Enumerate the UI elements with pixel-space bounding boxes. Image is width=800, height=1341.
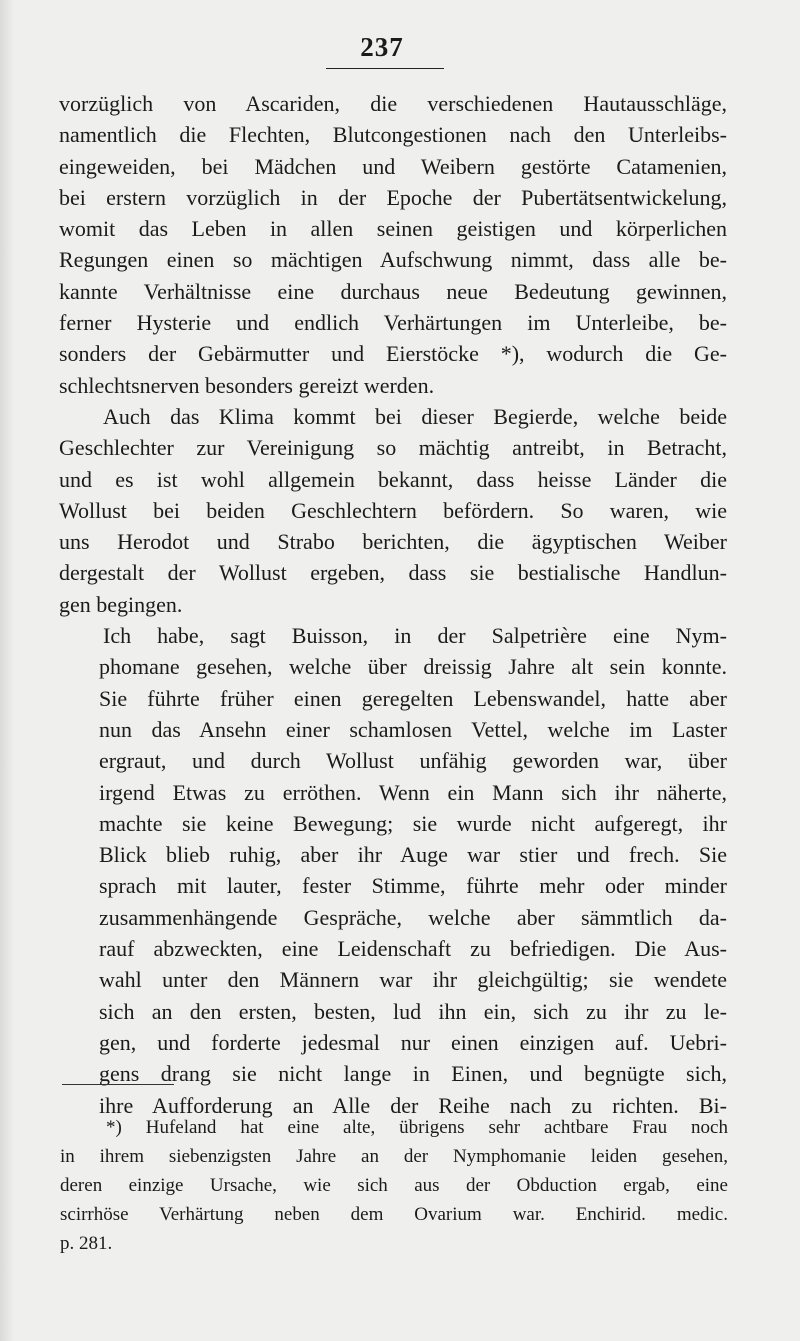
quote-line: nun das Ansehn einer schamlosen Vettel, welche im Laster [99,716,727,742]
quote-line: Blick blieb ruhig, aber ihr Auge war stier und frech. Sie [99,842,727,868]
footnote-line: in ihrem siebenzigsten Jahre an der Nymphomanie leiden gesehen, [60,1146,728,1167]
quote-line: gens drang sie nicht lange in Einen, und begnügte sich, [99,1061,727,1087]
text-line: sonders der Gebärmutter und Eierstöcke *), wodurch die Ge- [59,341,727,367]
quote-line: irgend Etwas zu erröthen. Wenn ein Mann sich ihr näherte, [99,779,727,805]
text-line: ferner Hysterie und endlich Verhärtungen im Unterleibe, be- [59,310,727,336]
text-line: kannte Verhältnisse eine durchaus neue Bedeutung gewinnen, [59,278,727,304]
text-line: und es ist wohl allgemein bekannt, dass heisse Länder die [59,466,727,492]
main-text [59,88,727,1121]
quote-line: zusammenhängende Gespräche, welche aber sämmtlich da- [99,904,727,930]
text-line: schlechtsnerven besonders gereizt werden. [59,372,435,398]
footnote-line: p. 281. [60,1233,113,1254]
quote-line: ihre Aufforderung an Alle der Reihe nach zu richten. Bi- [99,1092,727,1118]
text-line: uns Herodot und Strabo berichten, die ägyptischen Weiber [59,529,727,555]
quote-line: wahl unter den Männern war ihr gleichgültig; sie wendete [99,967,727,993]
footnote-line: *) Hufeland hat eine alte, übrigens sehr achtbare Frau noch [106,1117,728,1138]
text-line: Geschlechter zur Vereinigung so mächtig antreibt, in Betracht, [59,435,727,461]
quote-line: Sie führte früher einen geregelten Lebenswandel, hatte aber [99,685,727,711]
text-line: vorzüglich von Ascariden, die verschiedenen Hautausschläge, [59,91,727,116]
text-line: namentlich die Flechten, Blutcongestionen nach den Unterleibs- [59,122,727,148]
text-line: womit das Leben in allen seinen geistigen und körperlichen [59,216,727,242]
quote-line: phomane gesehen, welche über dreissig Jahre alt sein konnte. [99,654,727,680]
text-line: Wollust bei beiden Geschlechtern befördern. So waren, wie [59,497,727,523]
quote-line: rauf abzweckten, eine Leidenschaft zu befriedigen. Die Aus- [99,936,727,962]
text-line: gen begingen. [59,591,183,617]
paragraph-start-line: Ich habe, sagt Buisson, in der Salpetrière eine Nym- [103,623,727,649]
text-line: eingeweiden, bei Mädchen und Weibern gestörte Catamenien, [59,153,727,179]
footnote-rule [62,1084,174,1085]
page-number: 237 [360,32,404,62]
text-line: bei erstern vorzüglich in der Epoche der Pubertätsentwickelung, [59,184,727,210]
header-rule [326,68,444,69]
quote-line: sich an den ersten, besten, lud ihn ein, sich zu ihr zu le- [99,998,727,1024]
quote-line: machte sie keine Bewegung; sie wurde nicht aufgeregt, ihr [99,810,727,836]
paragraph-start-line: Auch das Klima kommt bei dieser Begierde, welche beide [103,403,727,429]
quote-line: ergraut, und durch Wollust unfähig geworden war, über [99,748,727,774]
quote-line: gen, und forderte jedesmal nur einen einzigen auf. Uebri- [99,1029,727,1055]
footnote [60,1113,728,1258]
binding-shadow [0,0,14,1341]
quote-line: sprach mit lauter, fester Stimme, führte mehr oder minder [99,873,727,899]
text-line: Regungen einen so mächtigen Aufschwung nimmt, dass alle be- [59,247,727,273]
text-line: dergestalt der Wollust ergeben, dass sie bestialische Handlun- [59,560,727,586]
footnote-line: deren einzige Ursache, wie sich aus der Obduction ergab, eine [60,1175,728,1196]
footnote-line: scirrhöse Verhärtung neben dem Ovarium war. Enchirid. medic. [60,1204,728,1225]
